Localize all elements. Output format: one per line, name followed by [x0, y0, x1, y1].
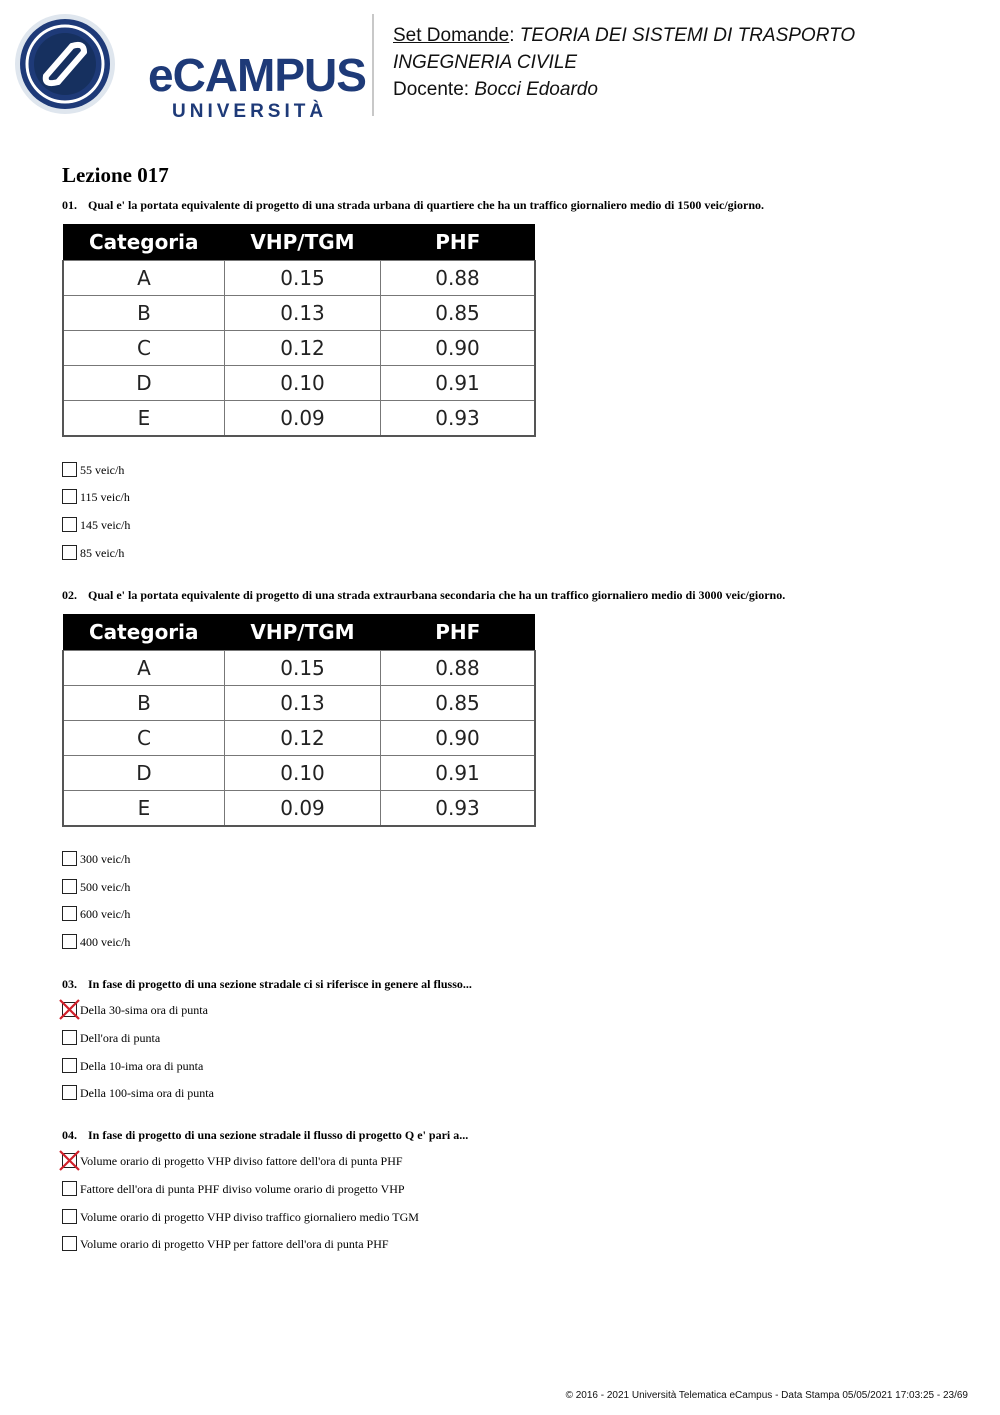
page-footer: © 2016 - 2021 Università Telematica eCampus - Data Stampa 05/05/2021 17:03:25 - 23/69	[565, 1390, 968, 1401]
question-01-option-3[interactable]: 145 veic/h	[62, 517, 130, 533]
question-03-option-3[interactable]: Della 10-ima ora di punta	[62, 1058, 203, 1074]
table-row: B 0.13 0.85	[63, 686, 535, 721]
question-01-option-2[interactable]: 115 veic/h	[62, 489, 130, 505]
checkbox-icon[interactable]	[62, 906, 77, 921]
question-04-option-4[interactable]: Volume orario di progetto VHP per fattore dell'ora di punta PHF	[62, 1236, 389, 1252]
checkbox-icon[interactable]	[62, 1181, 77, 1196]
question-02-option-4[interactable]: 400 veic/h	[62, 934, 130, 950]
red-cross-mark-icon	[57, 997, 82, 1022]
question-03-title: 03. In fase di progetto di una sezione stradale ci si riferisce in genere al flusso...	[62, 977, 472, 991]
table-row: E 0.09 0.93	[63, 401, 535, 437]
question-02-option-3[interactable]: 600 veic/h	[62, 906, 130, 922]
course-degree: INGEGNERIA CIVILE	[393, 52, 578, 73]
checkbox-icon[interactable]	[62, 1085, 77, 1100]
set-label: Set Domande	[393, 25, 510, 46]
course-title-line: Set Domande: TEORIA DEI SISTEMI DI TRASPORTO	[393, 25, 856, 46]
table-row: D 0.10 0.91	[63, 366, 535, 401]
table-row: E 0.09 0.93	[63, 791, 535, 827]
question-04-title: 04. In fase di progetto di una sezione stradale il flusso di progetto Q e' pari a...	[62, 1128, 469, 1142]
table-row: D 0.10 0.91	[63, 756, 535, 791]
table-header-categoria: Categoria	[63, 224, 225, 261]
question-03-option-1[interactable]: Della 30-sima ora di punta	[62, 1002, 208, 1018]
checkbox-icon[interactable]	[62, 462, 77, 477]
question-01-table	[62, 224, 536, 437]
red-cross-mark-icon	[57, 1148, 82, 1173]
table-row: C 0.12 0.90	[63, 721, 535, 756]
checkbox-icon[interactable]	[62, 1030, 77, 1045]
question-03-option-2[interactable]: Dell'ora di punta	[62, 1030, 160, 1046]
ecampus-logo	[14, 14, 366, 122]
checkbox-icon[interactable]	[62, 879, 77, 894]
table-header-phf: PHF	[381, 224, 536, 261]
table-header-categoria: Categoria	[63, 614, 225, 651]
question-04-option-1[interactable]: Volume orario di progetto VHP diviso fattore dell'ora di punta PHF	[62, 1153, 403, 1169]
lesson-title: Lezione 017	[62, 163, 169, 187]
logo-wordmark: eCAMPUS	[148, 49, 366, 101]
course-header	[393, 22, 855, 103]
table-row: B 0.13 0.85	[63, 296, 535, 331]
question-04-option-3[interactable]: Volume orario di progetto VHP diviso traffico giornaliero medio TGM	[62, 1209, 419, 1225]
checkbox-icon[interactable]	[62, 1209, 77, 1224]
question-01-option-4[interactable]: 85 veic/h	[62, 545, 124, 561]
question-01-title: 01. Qual e' la portata equivalente di progetto di una strada urbana di quartiere che ha un traffico giornaliero medio di 1500 veic/giorno.	[62, 198, 764, 212]
logo-subtitle: UNIVERSITÀ	[172, 101, 328, 122]
question-04-option-2[interactable]: Fattore dell'ora di punta PHF diviso volume orario di progetto VHP	[62, 1181, 405, 1197]
ecampus-emblem-icon	[14, 14, 134, 118]
question-02-title: 02. Qual e' la portata equivalente di progetto di una strada extraurbana secondaria che ha un traffico giornaliero medio di 3000 veic/giorno.	[62, 588, 786, 602]
question-02-option-1[interactable]: 300 veic/h	[62, 851, 130, 867]
teacher-line	[393, 76, 855, 103]
question-02-option-2[interactable]: 500 veic/h	[62, 879, 130, 895]
table-header-phf: PHF	[381, 614, 536, 651]
header-divider	[372, 14, 374, 116]
question-03-option-4[interactable]: Della 100-sima ora di punta	[62, 1085, 214, 1101]
table-header-vhp-tgm: VHP/TGM	[225, 614, 381, 651]
question-01-option-1[interactable]: 55 veic/h	[62, 462, 124, 478]
table-row: C 0.12 0.90	[63, 331, 535, 366]
checkbox-icon[interactable]	[62, 517, 77, 532]
table-row: A 0.15 0.88	[63, 651, 535, 686]
checkbox-icon[interactable]	[62, 1058, 77, 1073]
course-title: TEORIA DEI SISTEMI DI TRASPORTO	[519, 25, 856, 46]
checkbox-icon[interactable]	[62, 489, 77, 504]
checkbox-checked-icon[interactable]	[62, 1153, 77, 1168]
checkbox-checked-icon[interactable]	[62, 1002, 77, 1017]
question-02-table	[62, 614, 536, 827]
table-header-vhp-tgm: VHP/TGM	[225, 224, 381, 261]
course-subtitle-line	[393, 49, 855, 76]
table-row: A 0.15 0.88	[63, 261, 535, 296]
checkbox-icon[interactable]	[62, 545, 77, 560]
teacher-label: Docente:	[393, 79, 470, 100]
checkbox-icon[interactable]	[62, 934, 77, 949]
teacher-name: Bocci Edoardo	[474, 79, 598, 100]
checkbox-icon[interactable]	[62, 1236, 77, 1251]
checkbox-icon[interactable]	[62, 851, 77, 866]
